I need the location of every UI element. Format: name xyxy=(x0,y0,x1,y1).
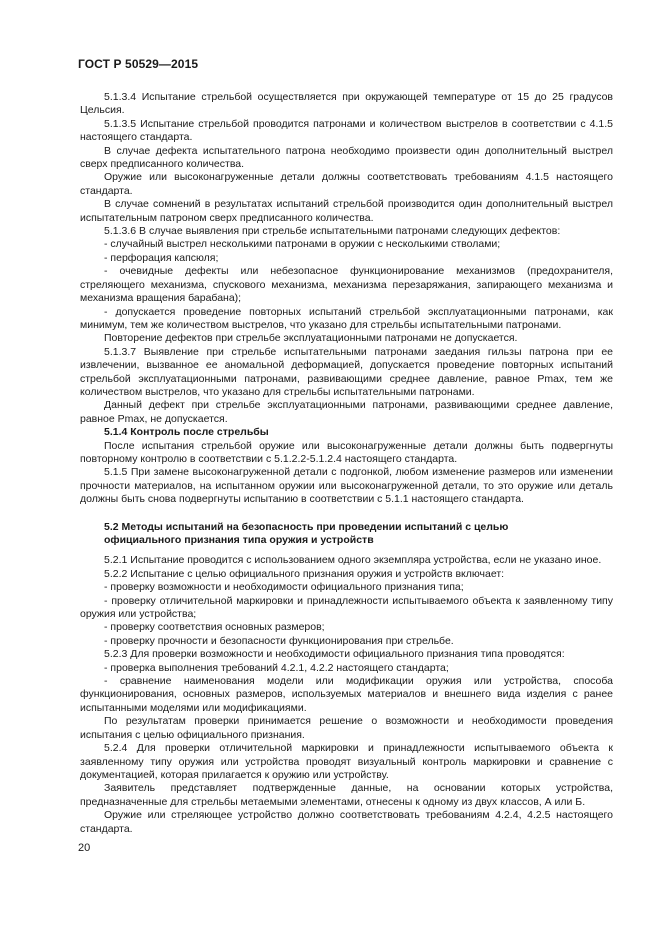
section-heading xyxy=(80,521,613,548)
paragraph: 5.2.2 Испытание с целью официального признания оружия и устройств включает: xyxy=(104,567,505,580)
list-item: - сравнение наименования модели или модификации оружия или устройства, способа функционирования, основных размеров, используемых материалов и внешнего вида изделия с ранее испытанными моделями или модификациями. xyxy=(80,675,613,714)
paragraph: В случае дефекта испытательного патрона необходимо произвести один дополнительный выстрел сверх предписанного количества. xyxy=(80,144,613,171)
paragraph: 5.1.3.6 В случае выявления при стрельбе испытательными патронами следующих дефектов: xyxy=(104,225,561,238)
page-body xyxy=(80,91,613,836)
list-item: - проверку возможности и необходимости официального признания типа; xyxy=(104,581,464,594)
list-item: - проверка выполнения требований 4.2.1, 4.2.2 настоящего стандарта; xyxy=(104,661,449,674)
paragraph: Оружие или стреляющее устройство должно соответствовать требованиям 4.2.4, 4.2.5 настоящего стандарта. xyxy=(80,809,613,835)
list-item: - перфорация капсюля; xyxy=(104,251,219,264)
list-item: - проверку прочности и безопасности функционирования при стрельбе. xyxy=(104,634,454,647)
paragraph: 5.2.1 Испытание проводится с использованием одного экземпляра устройства, если не указано иное. xyxy=(104,554,602,567)
paragraph: По результатам проверки принимается решение о возможности и необходимости проведения испытания с целью официального признания. xyxy=(80,715,613,741)
paragraph: В случае сомнений в результатах испытаний стрельбой производится один дополнительный выстрел испытательным патроном сверх предписанного количества. xyxy=(80,198,613,224)
list-item: - допускается проведение повторных испытаний стрельбой эксплуатационными патронами, как минимум, тем же количеством выстрелов, что указано для стрельбы испытательными патронами. xyxy=(80,305,613,331)
paragraph: 5.1.3.4 Испытание стрельбой осуществляется при окружающей температуре от 15 до 25 градусов Цельсия. xyxy=(80,91,613,117)
paragraph: Повторение дефектов при стрельбе эксплуатационными патронами не допускается. xyxy=(104,332,518,345)
document-header: ГОСТ Р 50529—2015 xyxy=(78,57,199,71)
list-item: - очевидные дефекты или небезопасное функционирование механизмов (предохранителя, стреляющего механизма, спускового механизма, механизма перезаряжания, запирающего механизма и механизма вращения барабана); xyxy=(80,265,613,305)
paragraph: 5.1.5 При замене высоконагруженной детали с подгонкой, любом изменение размеров или изменении прочности материалов, на испытанном оружии или высоконагруженной детали, то это оружие или деталь должны быть снова подвергнуты испытанию в соответствии с 5.1.1 настоящего стандарта. xyxy=(80,466,613,506)
paragraph: Заявитель представляет подтвержденные данные, на основании которых устройства, предназначенные для стрельбы метаемыми элементами, отнесены к одному из двух классов, А или Б. xyxy=(80,782,613,808)
paragraph: Оружие или высоконагруженные детали должны соответствовать требованиям 4.1.5 настоящего стандарта. xyxy=(80,171,613,197)
list-item: - проверку отличительной маркировки и принадлежности испытываемого объекта к заявленному типу оружия или устройства; xyxy=(80,594,613,621)
subsection-heading: 5.1.4 Контроль после стрельбы xyxy=(104,426,269,439)
section-heading-line: 5.2 Методы испытаний на безопасность при проведении испытаний с целью xyxy=(104,520,509,533)
page-number: 20 xyxy=(78,842,91,854)
paragraph: После испытания стрельбой оружие или высоконагруженные детали должны быть подвергнуты повторному контролю в соответствии с 5.1.2.2-5.1.2.4 настоящего стандарта. xyxy=(80,439,613,465)
section-heading-line: официального признания типа оружия и устройств xyxy=(104,534,374,546)
paragraph: Данный дефект при стрельбе эксплуатационными патронами, развивающими среднее давление, равное Pmax, не допускается. xyxy=(80,399,613,425)
paragraph: 5.2.4 Для проверки отличительной маркировки и принадлежности испытываемого объекта к заявленному типу оружия или устройства проводят визуальный контроль маркировки и сравнение с документацией, которая прилагается к оружию или устройству. xyxy=(80,742,613,781)
paragraph: 5.1.3.5 Испытание стрельбой проводится патронами и количеством выстрелов в соответствии с 4.1.5 настоящего стандарта. xyxy=(80,117,613,144)
paragraph: 5.2.3 Для проверки возможности и необходимости официального признания типа проводятся: xyxy=(104,648,565,661)
list-item: - проверку соответствия основных размеров; xyxy=(104,621,325,634)
paragraph: 5.1.3.7 Выявление при стрельбе испытательными патронами заедания гильзы патрона при ее извлечении, вызванное ее аномальной деформацией, допускается проведение повторных испытаний стрельбой эксплуатационными патронами, развивающими среднее давление, равное Pmax, тем же количеством выстрелов, что указано для стрельбы испытательными патронами. xyxy=(80,345,613,398)
list-item: - случайный выстрел несколькими патронами в оружии с несколькими стволами; xyxy=(104,238,501,251)
